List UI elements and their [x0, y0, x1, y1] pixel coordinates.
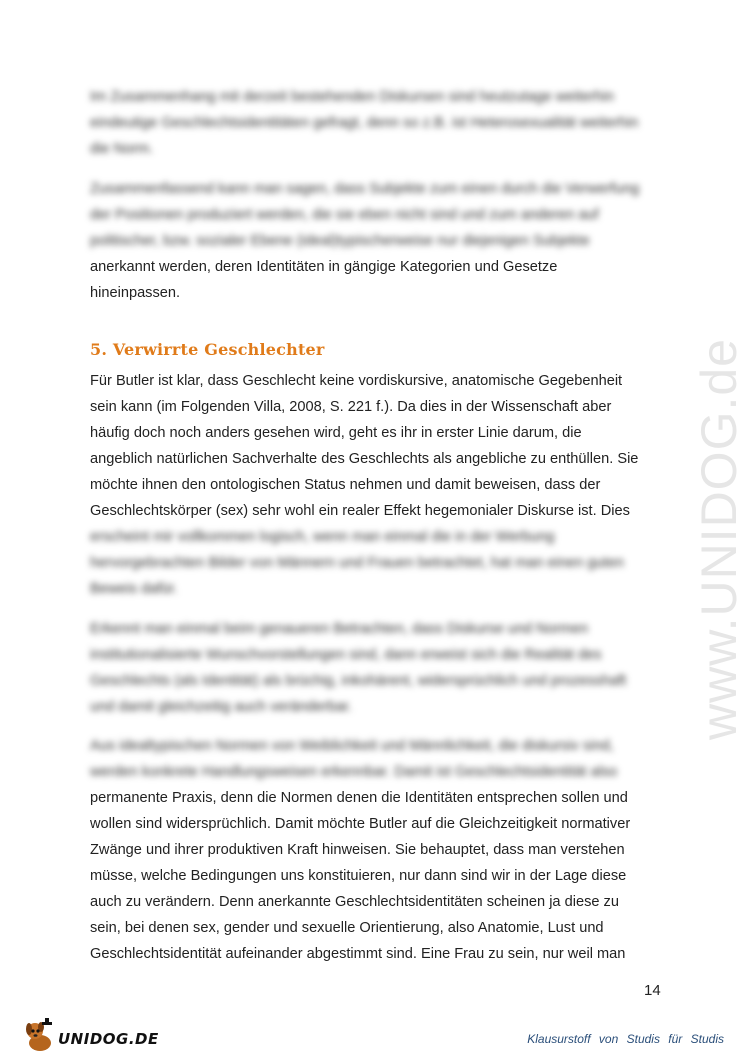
- text-line: wollen sind widersprüchlich. Damit möchte Butler auf die Gleichzeitigkeit normativer: [90, 816, 631, 832]
- text-line: müsse, welche Bedingungen uns konstituieren, nur dann sind wir in der Lage diese: [90, 868, 627, 884]
- text-line: angeblich natürlichen Sachverhalte des Geschlechts als angebliche zu enthüllen. Sie: [90, 451, 639, 467]
- text-line: Für Butler ist klar, dass Geschlecht keine vordiskursive, anatomische Gegebenheit: [90, 373, 623, 389]
- section-heading: 5. Verwirrte Geschlechter: [90, 340, 325, 359]
- text-line: institutionalisierte Wunschvorstellungen sind, dann erweist sich die Realität des: [90, 647, 602, 663]
- text-line: hineinpassen.: [90, 285, 181, 301]
- dog-mascot-icon: [22, 1016, 56, 1054]
- text-line: der Positionen produziert werden, die sie eben nicht sind und zum anderen auf: [90, 207, 599, 223]
- text-line: werden konkrete Handlungsweisen erkennbar. Damit ist Geschlechtsidentität also: [90, 764, 618, 780]
- watermark: www.UNIDOG.de: [691, 338, 747, 740]
- page-footer: [0, 1012, 750, 1060]
- paragraph-summary: [90, 176, 665, 306]
- text-line: Zusammenfassend kann man sagen, dass Subjekte zum einen durch die Verwerfung: [90, 181, 640, 197]
- text-line: und damit gleichzeitig auch veränderbar.: [90, 699, 353, 715]
- text-line: hervorgebrachten Bilder von Männern und Frauen betrachtet, hat man einen guten: [90, 555, 624, 571]
- text-line: Erkennt man einmal beim genaueren Betrachten, dass Diskurse und Normen: [90, 621, 589, 637]
- text-line: häufig doch noch anders gesehen wird, geht es ihr in erster Linie darum, die: [90, 425, 582, 441]
- page-number: 14: [644, 982, 661, 999]
- text-line: Zwänge und ihrer produktiven Kraft hinweisen. Sie behauptet, dass man verstehen: [90, 842, 625, 858]
- text-line: sein kann (im Folgenden Villa, 2008, S. 221 f.). Da dies in der Wissenschaft aber: [90, 399, 612, 415]
- text-line: Im Zusammenhang mit derzeit bestehenden Diskursen sind heutzutage weiterhin: [90, 89, 615, 105]
- text-line: permanente Praxis, denn die Normen denen die Identitäten entsprechen sollen und: [90, 790, 628, 806]
- logo-text: UNIDOG.DE: [58, 1030, 159, 1048]
- text-line: erscheint mir vollkommen logisch, wenn man einmal die in der Werbung: [90, 529, 555, 545]
- text-line: Beweis dafür.: [90, 581, 178, 597]
- paragraph-norms: [90, 616, 665, 720]
- text-line: Geschlechts (als Identität) als brüchig, inkohärent, widersprüchlich und prozesshaft: [90, 673, 627, 689]
- text-line: Geschlechtskörper (sex) sehr wohl ein realer Effekt hegemonialer Diskurse ist. Dies: [90, 503, 630, 519]
- text-line: möchte ihnen den ontologischen Status nehmen und damit beweisen, dass der: [90, 477, 601, 493]
- paragraph-butler: [90, 368, 665, 602]
- text-line: auch zu verändern. Denn anerkannte Geschlechtsidentitäten scheinen ja diese zu: [90, 894, 619, 910]
- unidog-logo[interactable]: [22, 1016, 159, 1054]
- text-line: politischer, bzw. sozialer Ebene (ideal)typischerweise nur diejenigen Subjekte: [90, 233, 590, 249]
- text-line: Aus idealtypischen Normen von Weiblichkeit und Männlichkeit, die diskursiv sind,: [90, 738, 614, 754]
- text-line: eindeutige Geschlechtsidentitäten gefragt, denn so z.B. ist Heterosexualität weiterhin: [90, 115, 639, 131]
- text-line: die Norm.: [90, 141, 154, 157]
- paragraph-practice: [90, 733, 665, 967]
- paragraph-intro: [90, 84, 665, 162]
- text-line: anerkannt werden, deren Identitäten in gängige Kategorien und Gesetze: [90, 259, 558, 275]
- footer-tagline: Klausurstoff von Studis für Studis: [527, 1032, 724, 1046]
- text-line: Geschlechtsidentität aufeinander abgestimmt sind. Eine Frau zu sein, nur weil man: [90, 946, 626, 962]
- text-line: sein, bei denen sex, gender und sexuelle Orientierung, also Anatomie, Lust und: [90, 920, 604, 936]
